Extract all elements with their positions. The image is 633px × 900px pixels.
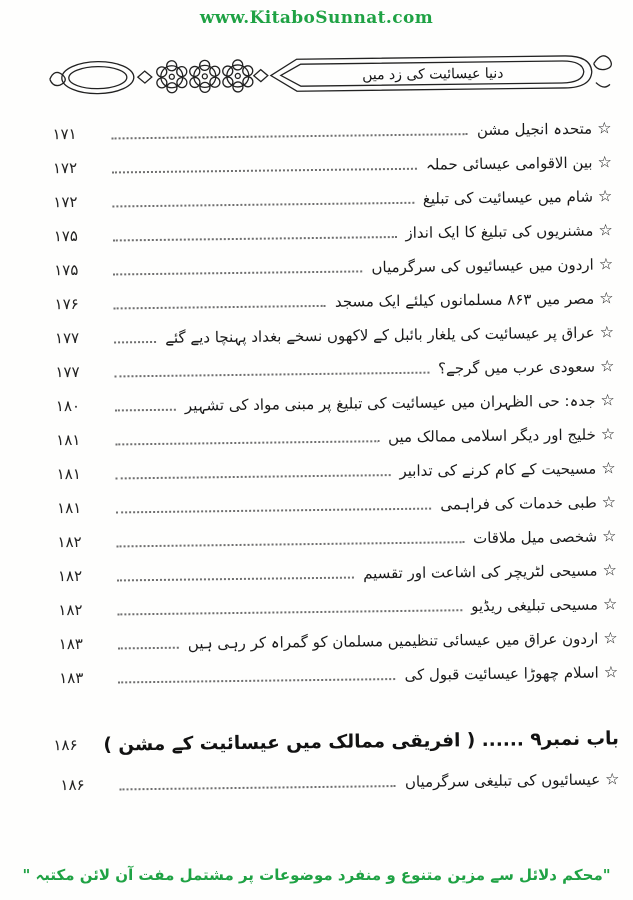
toc-entry-label: مشنریوں کی تبلیغ کا ایک انداز: [405, 221, 594, 242]
toc-entry: [471, 594, 617, 616]
star-icon: ☆: [597, 118, 612, 138]
star-icon: ☆: [598, 220, 613, 240]
star-icon: ☆: [600, 390, 615, 410]
toc-entry: [440, 492, 616, 514]
toc-entry: [405, 220, 613, 243]
dotted-leader: [114, 341, 156, 344]
toc-entry-label: متحدہ انجیل مشن: [476, 119, 593, 140]
toc-entry: [371, 254, 613, 277]
toc-entry-row: [56, 444, 615, 485]
toc-entry-label: عیسائیوں کی تبلیغی سرگرمیاں: [404, 770, 601, 791]
page-number: ۱۸۳: [59, 668, 84, 688]
dotted-leader: [118, 647, 179, 650]
toc-entry: [438, 356, 615, 378]
page-number: ۱۸۱: [56, 430, 81, 450]
dotted-leader: [117, 541, 465, 547]
toc-entry-label: مسیحی تبلیغی ریڈیو: [471, 595, 599, 616]
toc-entry-row: [56, 410, 615, 451]
toc-entry-label: شام میں عیسائیت کی تبلیغ: [422, 187, 594, 208]
dotted-leader: [116, 508, 431, 514]
page-number: ۱۸۶: [60, 775, 85, 795]
toc-entry-row: [54, 240, 613, 281]
chapter-title-banner: [45, 42, 621, 107]
toc-entry-row: [58, 546, 617, 587]
toc-entry-label: بین الاقوامی عیسائی حملہ: [425, 153, 593, 174]
toc-entry: [404, 662, 618, 685]
dotted-leader: [112, 202, 414, 208]
dotted-leader: [113, 236, 397, 241]
toc-entry-label: مصر میں ۸۶۳ مسلمانوں کیلئے ایک مسجد: [334, 289, 595, 311]
toc-entry-label: اردون میں عیسائیوں کی سرگرمیاں: [371, 255, 594, 277]
dotted-leader: [116, 474, 391, 479]
toc-entry: [388, 424, 615, 447]
star-icon: ☆: [604, 769, 620, 789]
ornamental-rule-icon: [45, 42, 621, 107]
toc-entry-row: [52, 104, 611, 145]
toc-entry-row: [58, 614, 617, 655]
toc-entry-label: اسلام چھوڑا عیسائیت قبول کی: [404, 663, 599, 684]
page-number: ۱۷۶: [54, 294, 79, 314]
star-icon: ☆: [597, 152, 613, 172]
star-icon: ☆: [600, 424, 616, 444]
table-of-contents: [0, 102, 633, 690]
star-icon: ☆: [603, 662, 619, 682]
banner-title: دنیا عیسائیت کی زد میں: [362, 65, 504, 84]
dotted-leader: [113, 270, 362, 275]
chapter-page-number: ۱۸۶: [53, 735, 78, 754]
toc-entry-row: [53, 206, 612, 247]
page-number: ۱۷۵: [53, 226, 79, 246]
toc-entry: [423, 186, 613, 208]
toc-entry-label: مسیحی لٹریچر کی اشاعت اور تقسیم: [363, 561, 598, 583]
dotted-leader: [120, 785, 396, 790]
star-icon: ☆: [599, 322, 615, 342]
page-number: ۱۸۲: [57, 532, 82, 552]
chapter-entries: [4, 753, 633, 797]
star-icon: ☆: [601, 492, 617, 512]
toc-entry-label: طبی خدمات کی فراہمی: [440, 493, 597, 514]
dotted-leader: [114, 372, 429, 378]
page-number: ۱۷۱: [52, 124, 77, 144]
page-content: [0, 40, 633, 797]
toc-entry-row: [53, 138, 612, 179]
dotted-leader: [114, 305, 326, 310]
toc-entry-label: عراق پر عیسائیت کی یلغار بائبل کے لاکھوں نسخے بغداد پہنچا دیے گئے: [165, 323, 595, 347]
page-number: ۱۸۲: [57, 566, 83, 586]
footer-tagline: "محکم دلائل سے مزین متنوع و منفرد موضوعات پر مشتمل مفت آن لائن مکتبہ ": [22, 866, 611, 884]
toc-entry-row: [56, 376, 615, 417]
star-icon: ☆: [602, 560, 617, 580]
page-number: ۱۸۲: [58, 600, 83, 620]
toc-entry: [399, 458, 615, 481]
page-number: ۱۷۷: [54, 328, 80, 348]
toc-entry-label: جدہ: حی الظہران میں عیسائیت کی تبلیغ پر مبنی مواد کی تشہیر: [184, 391, 596, 415]
toc-entry-row: [60, 755, 619, 796]
dotted-leader: [112, 133, 468, 139]
star-icon: ☆: [597, 186, 613, 206]
chapter-heading-label: باب نمبر۹ ...... ( افریقی ممالک میں عیسائیت کے مشن ): [103, 728, 620, 756]
dotted-leader: [115, 440, 379, 445]
page-number: ۱۸۳: [58, 634, 84, 654]
page-number: ۱۷۲: [52, 158, 78, 178]
toc-entry-row: [55, 342, 614, 383]
toc-entry-row: [57, 512, 616, 553]
toc-entry-row: [53, 172, 612, 213]
star-icon: ☆: [603, 628, 618, 648]
dotted-leader: [115, 409, 176, 412]
dotted-leader: [117, 577, 354, 582]
dotted-leader: [117, 609, 462, 615]
toc-entry: [405, 769, 620, 792]
star-icon: ☆: [599, 356, 615, 376]
dotted-leader: [118, 678, 395, 683]
toc-entry-row: [55, 308, 614, 349]
page-number: ۱۷۲: [53, 192, 78, 212]
star-icon: ☆: [598, 254, 614, 274]
toc-entry-row: [58, 580, 617, 621]
page-number: ۱۷۷: [55, 362, 80, 382]
toc-entry: [335, 288, 614, 311]
toc-entry: [477, 118, 612, 140]
toc-entry-row: [59, 648, 618, 689]
toc-entry-label: شخصی میل ملاقات: [472, 527, 598, 548]
page-number: ۱۷۵: [54, 260, 79, 280]
star-icon: ☆: [601, 526, 617, 546]
toc-entry-label: خلیج اور دیگر اسلامی ممالک میں: [387, 425, 596, 447]
page-number: ۱۸۰: [55, 396, 81, 416]
toc-entry: [363, 560, 617, 583]
site-url-link[interactable]: www.KitaboSunnat.com: [199, 8, 434, 28]
toc-entry-label: مسیحیت کے کام کرنے کی تدابیر: [399, 459, 597, 480]
star-icon: ☆: [601, 458, 616, 478]
toc-entry: [473, 526, 617, 548]
toc-entry-row: [54, 274, 613, 315]
toc-entry-row: [57, 478, 616, 519]
star-icon: ☆: [602, 594, 618, 614]
toc-entry-label: سعودی عرب میں گرجے؟: [437, 357, 596, 378]
star-icon: ☆: [599, 288, 614, 308]
page-number: ۱۸۱: [56, 464, 81, 484]
dotted-leader: [112, 168, 417, 174]
chapter-heading-row: [53, 728, 620, 756]
page-number: ۱۸۱: [56, 498, 82, 518]
toc-entry-label: اردون عراق میں عیسائی تنظیمیں مسلمان کو گمراہ کر رہی ہیں: [187, 629, 599, 653]
toc-entry: [426, 152, 612, 174]
